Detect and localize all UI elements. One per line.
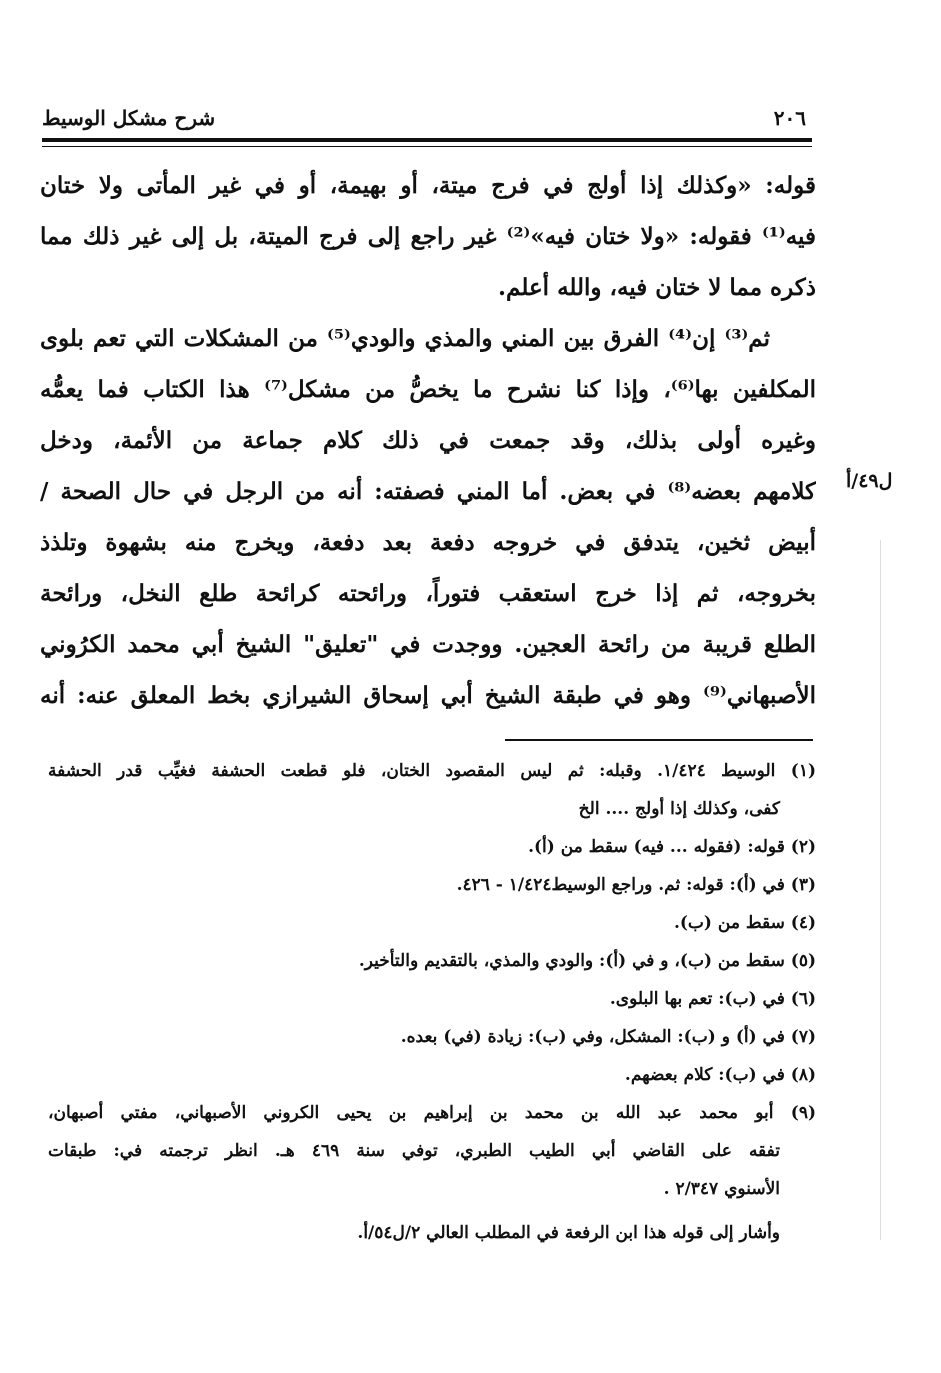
footnote-continuation: الأسنوي ٢/٣٤٧ .	[663, 1179, 780, 1199]
footnote-continuation: كفى، وكذلك إذا أولج .... الخ	[578, 799, 780, 819]
body-line: أبيض ثخين، يتدفق في خروجه دفعة بعد دفعة، ويخرج منه بشهوة وتلذذ	[40, 529, 816, 556]
footnote: (٦) في (ب): تعم بها البلوى.	[609, 989, 816, 1009]
body-line: فيه⁽¹⁾ فقوله: «ولا ختان فيه»⁽²⁾ غير راجع إلى فرج الميتة، بل إلى غير ذلك مما	[40, 223, 816, 250]
main-text	[40, 160, 816, 721]
footnote: (٣) في (أ): قوله: ثم. وراجع الوسيط١/٤٢٤ - ٤٢٦.	[456, 875, 816, 895]
footnote: (١) الوسيط ١/٤٢٤. وقبله: ثم ليس المقصود الختان، فلو قطعت الحشفة فغيِّب قدر الحشفة	[48, 761, 816, 781]
header-rule-thin	[42, 146, 812, 147]
body-line: المكلفين بها⁽⁶⁾، وإذا كنا نشرح ما يخصُّ من مشكل⁽⁷⁾ هذا الكتاب فما يعمُّه	[40, 376, 816, 403]
body-line: وغيره أولى بذلك، وقد جمعت في ذلك كلام جماعة من الأئمة، ودخل	[40, 427, 816, 454]
footnote: (٤) سقط من (ب).	[673, 913, 816, 933]
footnote: (٧) في (أ) و (ب): المشكل، وفي (ب): زيادة (في) بعده.	[400, 1027, 816, 1047]
footnote: (٥) سقط من (ب)، و في (أ): والودي والمذي، بالتقديم والتأخير.	[358, 951, 816, 971]
body-line: قوله: «وكذلك إذا أولج في فرج ميتة، أو بهيمة، أو في غير المأتى ولا ختان	[40, 172, 816, 199]
scan-edge-line	[880, 540, 881, 1240]
footnotes	[48, 752, 816, 1252]
running-header	[42, 106, 812, 136]
footnote: (٨) في (ب): كلام بعضهم.	[624, 1065, 816, 1085]
body-line: الأصبهاني⁽⁹⁾ وهو في طبقة الشيخ أبي إسحاق الشيرازي بخط المعلق عنه: أنه	[40, 682, 816, 709]
body-line: ثم⁽³⁾ إن⁽⁴⁾ الفرق بين المني والمذي والودي⁽⁵⁾ من المشكلات التي تعم بلوى	[40, 325, 770, 352]
footnote-separator	[505, 739, 813, 741]
footnote-continuation: تفقه على القاضي أبي الطيب الطبري، توفي سنة ٤٦٩ هـ. انظر ترجمته في: طبقات	[48, 1141, 780, 1161]
manuscript-folio-marker: ل٤٩/أ	[846, 470, 893, 492]
body-line: بخروجه، ثم إذا خرج استعقب فتوراً، ورائحته كرائحة طلع النخل، ورائحة	[40, 580, 816, 607]
footnote-note: وأشار إلى قوله هذا ابن الرفعة في المطلب العالي ٢/ل٥٤/أ.	[357, 1223, 780, 1243]
header-rule-thick	[42, 138, 812, 142]
page-number: ٢٠٦	[773, 106, 806, 130]
body-line: كلامهم بعضه⁽⁸⁾ في بعض. أما المني فصفته: أنه من الرجل في حال الصحة /	[40, 478, 816, 505]
footnote: (٩) أبو محمد عبد الله بن محمد بن إبراهيم بن يحيى الكروني الأصبهاني، مفتي أصبهان،	[48, 1103, 816, 1123]
body-line: ذكره مما لا ختان فيه، والله أعلم.	[498, 274, 816, 301]
running-title: شرح مشكل الوسيط	[42, 106, 216, 130]
footnote: (٢) قوله: (فقوله ... فيه) سقط من (أ).	[528, 837, 816, 857]
body-line: الطلع قريبة من رائحة العجين. ووجدت في "تعليق" الشيخ أبي محمد الكرُوني	[40, 631, 816, 658]
